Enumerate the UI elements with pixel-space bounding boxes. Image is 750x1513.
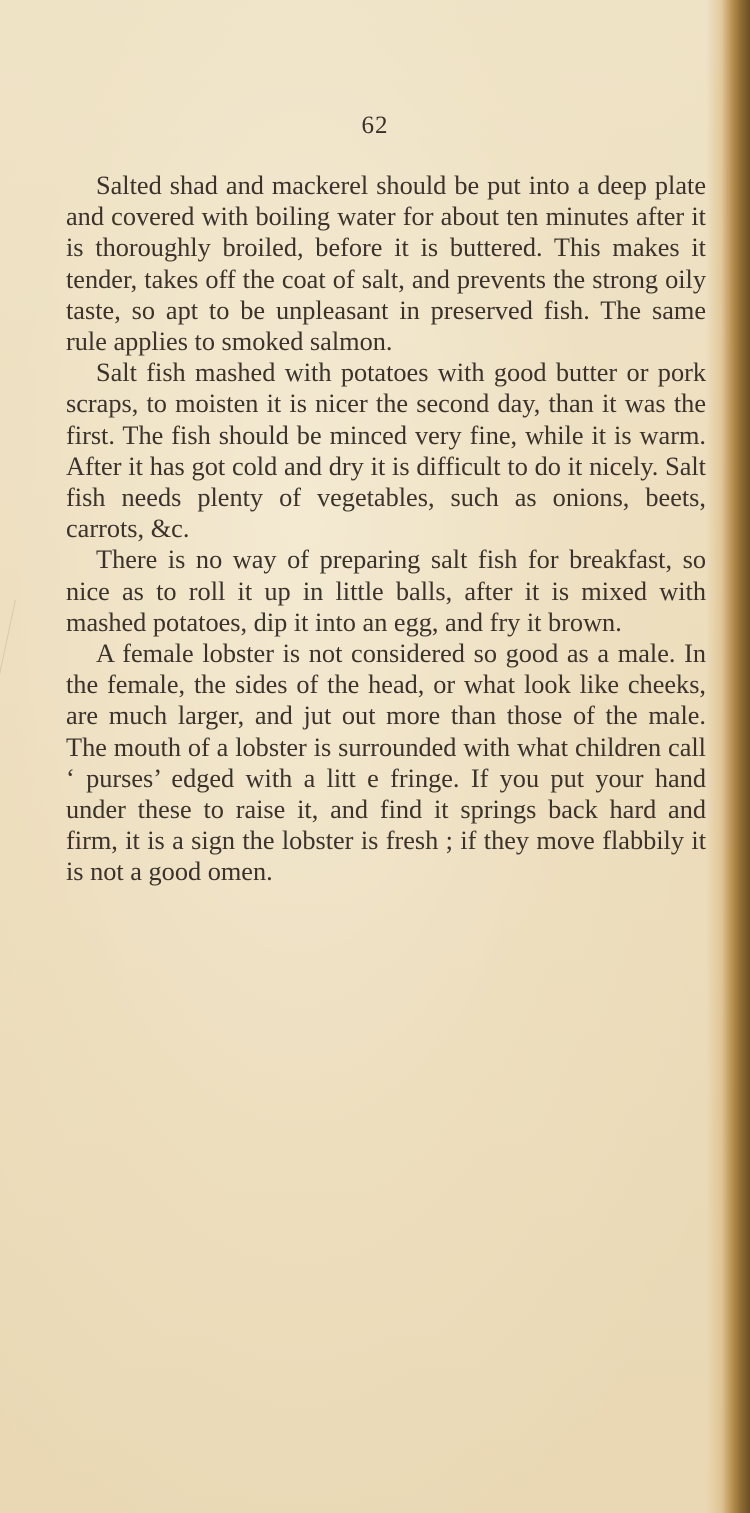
page-number: 62 xyxy=(361,112,389,139)
body-text xyxy=(66,170,706,888)
paragraph-salt-fish-balls: There is no way of preparing salt fish for breakfast, so nice as to roll it up in little balls, after it is mixed with mashed potatoes, dip it into an egg, and fry it brown. xyxy=(66,545,706,637)
paper-crease xyxy=(0,600,56,740)
paragraph-lobster: A female lobster is not considered so good as a male. In the female, the sides of the head, or what look like cheeks, are much larger, and jut out more than those of the male. The mouth of a lobster is surrounded with what children call ‘ purses’ edged with a litt e fringe. If you put your hand under these to raise it, and find it springs back hard and firm, it is a sign the lobster is fresh ; if they move flabbily it is not a good omen. xyxy=(66,639,706,887)
paragraph-salted-shad: Salted shad and mackerel should be put into a deep plate and covered with boiling water for about ten minutes after it is thoroughly broiled, before it is buttered. This makes it tender, takes off the coat of salt, and prevents the strong oily taste, so apt to be unpleasant in preserved fish. The same rule applies to smoked salmon. xyxy=(66,171,706,357)
page-edge-shadow xyxy=(706,0,750,1513)
paragraph-salt-fish-mashed: Salt fish mashed with potatoes with good butter or pork scraps, to moisten it is nicer the second day, than it was the first. The fish should be minced very fine, while it is warm. After it has got cold and dry it is difficult to do it nicely. Salt fish needs plenty of vegetables, such as onions, beets, carrots, &c. xyxy=(66,358,706,544)
